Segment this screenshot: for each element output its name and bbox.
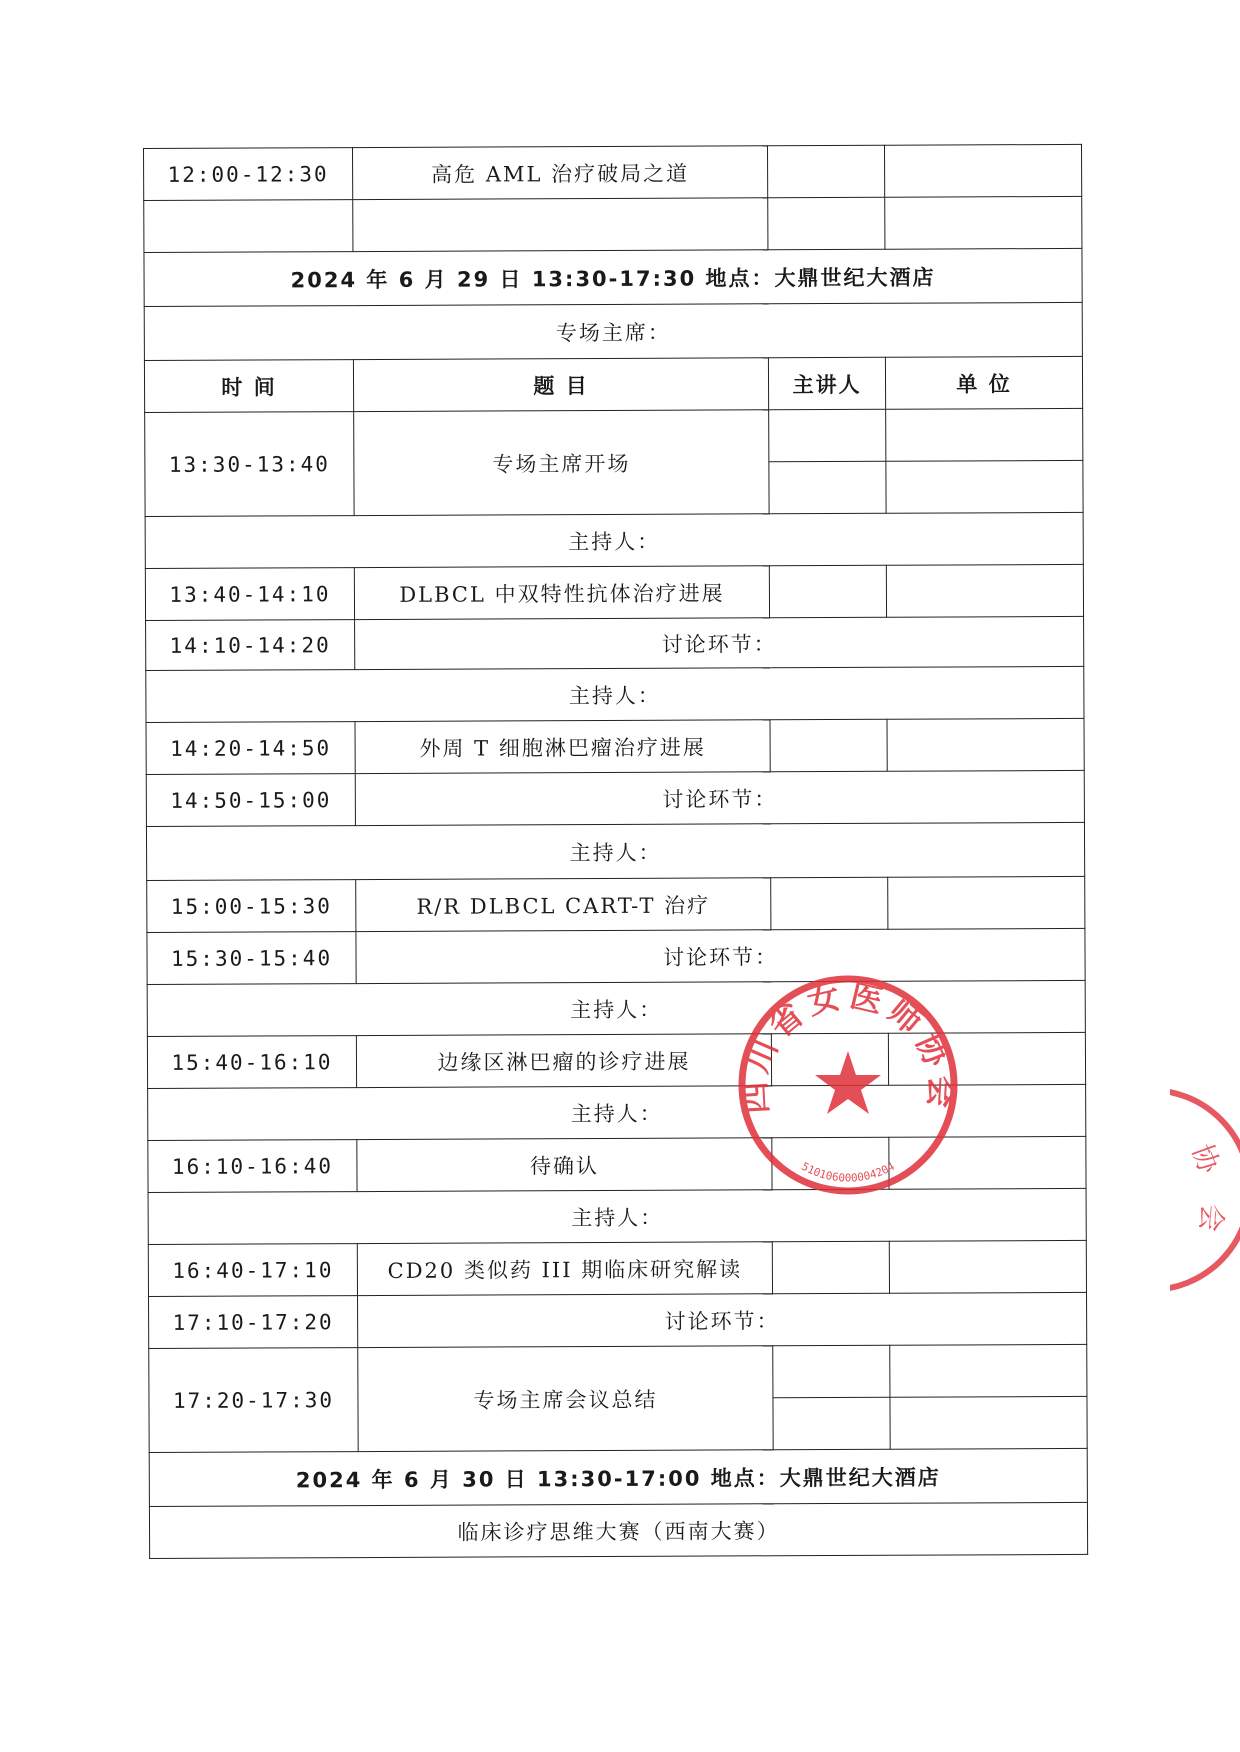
discussion-row xyxy=(149,1292,1087,1348)
unit-cell xyxy=(886,408,1083,461)
speaker-cell xyxy=(772,1137,889,1190)
unit-cell xyxy=(885,196,1082,249)
table-row xyxy=(145,564,1083,620)
topic-cell: 外周 T 细胞淋巴瘤治疗进展 xyxy=(355,720,770,774)
table-row xyxy=(144,144,1082,200)
host-label: 主持人： xyxy=(146,822,1084,880)
seal-code: 510106000004204 xyxy=(799,1159,897,1185)
speaker-cell xyxy=(769,461,886,514)
discussion-label: 讨论环节： xyxy=(355,770,1084,825)
day2-header-row xyxy=(149,1448,1087,1506)
time-cell: 15:40-16:10 xyxy=(147,1036,356,1089)
host-label: 主持人： xyxy=(148,1084,1086,1140)
unit-cell xyxy=(887,718,1084,771)
unit-cell xyxy=(884,144,1081,197)
speaker-cell xyxy=(773,1397,890,1450)
host-row xyxy=(147,980,1085,1036)
time-cell: 17:10-17:20 xyxy=(149,1296,358,1349)
svg-text:会: 会 xyxy=(1193,1202,1229,1234)
day2-event: 临床诊疗思维大赛（西南大赛） xyxy=(149,1502,1087,1558)
time-cell: 16:10-16:40 xyxy=(148,1140,357,1193)
unit-cell xyxy=(886,564,1083,617)
speaker-cell xyxy=(768,197,885,250)
host-row xyxy=(148,1188,1086,1244)
table-row xyxy=(148,1240,1086,1296)
topic-cell: 高危 AML 治疗破局之道 xyxy=(353,146,768,200)
discussion-label: 讨论环节： xyxy=(356,928,1085,983)
time-cell: 12:00-12:30 xyxy=(144,148,353,201)
time-cell: 15:30-15:40 xyxy=(147,932,356,985)
day1-header: 2024 年 6 月 29 日 13:30-17:30 地点：大鼎世纪大酒店 xyxy=(144,248,1082,306)
chair-label: 专场主席： xyxy=(144,302,1082,360)
unit-cell xyxy=(890,1344,1087,1397)
day1-header-row xyxy=(144,248,1082,306)
speaker-cell xyxy=(767,145,884,198)
host-row xyxy=(148,1084,1086,1140)
host-row xyxy=(146,822,1084,880)
day2-header: 2024 年 6 月 30 日 13:30-17:00 地点：大鼎世纪大酒店 xyxy=(149,1448,1087,1506)
topic-cell: 边缘区淋巴瘤的诊疗进展 xyxy=(356,1034,771,1088)
host-row xyxy=(145,512,1083,568)
host-label: 主持人： xyxy=(148,1188,1086,1244)
speaker-cell xyxy=(772,1241,889,1294)
seal-name: 四川省女医师协会 xyxy=(735,976,961,1115)
speaker-cell xyxy=(770,719,887,772)
unit-cell xyxy=(889,1240,1086,1293)
speaker-cell xyxy=(773,1345,890,1398)
time-cell: 17:20-17:30 xyxy=(149,1348,358,1453)
time-cell: 15:00-15:30 xyxy=(147,880,356,933)
topic-cell: R/R DLBCL CART-T 治疗 xyxy=(356,878,771,932)
day2-event-row xyxy=(149,1502,1087,1558)
host-label: 主持人： xyxy=(145,512,1083,568)
unit-cell xyxy=(889,1136,1086,1189)
table-row xyxy=(145,408,1083,464)
topic-cell: CD20 类似药 III 期临床研究解读 xyxy=(357,1242,772,1296)
time-cell: 13:40-14:10 xyxy=(145,568,354,621)
col-unit-header: 单 位 xyxy=(885,356,1082,409)
unit-cell xyxy=(888,1032,1085,1085)
discussion-row xyxy=(146,770,1084,826)
unit-cell xyxy=(890,1396,1087,1449)
table-row xyxy=(149,1344,1087,1400)
table-row xyxy=(146,718,1084,774)
topic-cell xyxy=(353,198,768,252)
discussion-row xyxy=(147,928,1085,984)
partial-seal xyxy=(1170,1080,1240,1300)
col-speaker-header: 主讲人 xyxy=(768,357,885,410)
host-row xyxy=(146,666,1084,722)
schedule-table xyxy=(143,144,1088,1559)
time-cell: 14:10-14:20 xyxy=(146,620,355,671)
topic-cell: 待确认 xyxy=(357,1138,772,1192)
speaker-cell xyxy=(769,409,886,462)
discussion-row xyxy=(146,616,1084,670)
time-cell: 14:20-14:50 xyxy=(146,722,355,775)
svg-text:协: 协 xyxy=(1185,1139,1226,1178)
time-cell: 13:30-13:40 xyxy=(145,412,354,517)
topic-cell: DLBCL 中双特性抗体治疗进展 xyxy=(354,566,769,620)
speaker-cell xyxy=(769,565,886,618)
host-label: 主持人： xyxy=(146,666,1084,722)
speaker-cell xyxy=(771,1033,888,1086)
unit-cell xyxy=(886,460,1083,513)
table-row xyxy=(147,876,1085,932)
column-header-row xyxy=(144,356,1082,412)
unit-cell xyxy=(888,876,1085,929)
topic-cell: 专场主席开场 xyxy=(354,410,769,516)
table-row xyxy=(144,196,1082,252)
table-row xyxy=(147,1032,1085,1088)
host-label: 主持人： xyxy=(147,980,1085,1036)
col-topic-header: 题 目 xyxy=(353,358,768,412)
discussion-label: 讨论环节： xyxy=(355,616,1084,669)
time-cell: 14:50-15:00 xyxy=(146,774,355,827)
chair-row xyxy=(144,302,1082,360)
discussion-label: 讨论环节： xyxy=(358,1292,1087,1347)
time-cell xyxy=(144,200,353,253)
topic-cell: 专场主席会议总结 xyxy=(358,1346,773,1452)
col-time-header: 时 间 xyxy=(144,360,353,413)
time-cell: 16:40-17:10 xyxy=(148,1244,357,1297)
speaker-cell xyxy=(771,877,888,930)
table-row xyxy=(148,1136,1086,1192)
